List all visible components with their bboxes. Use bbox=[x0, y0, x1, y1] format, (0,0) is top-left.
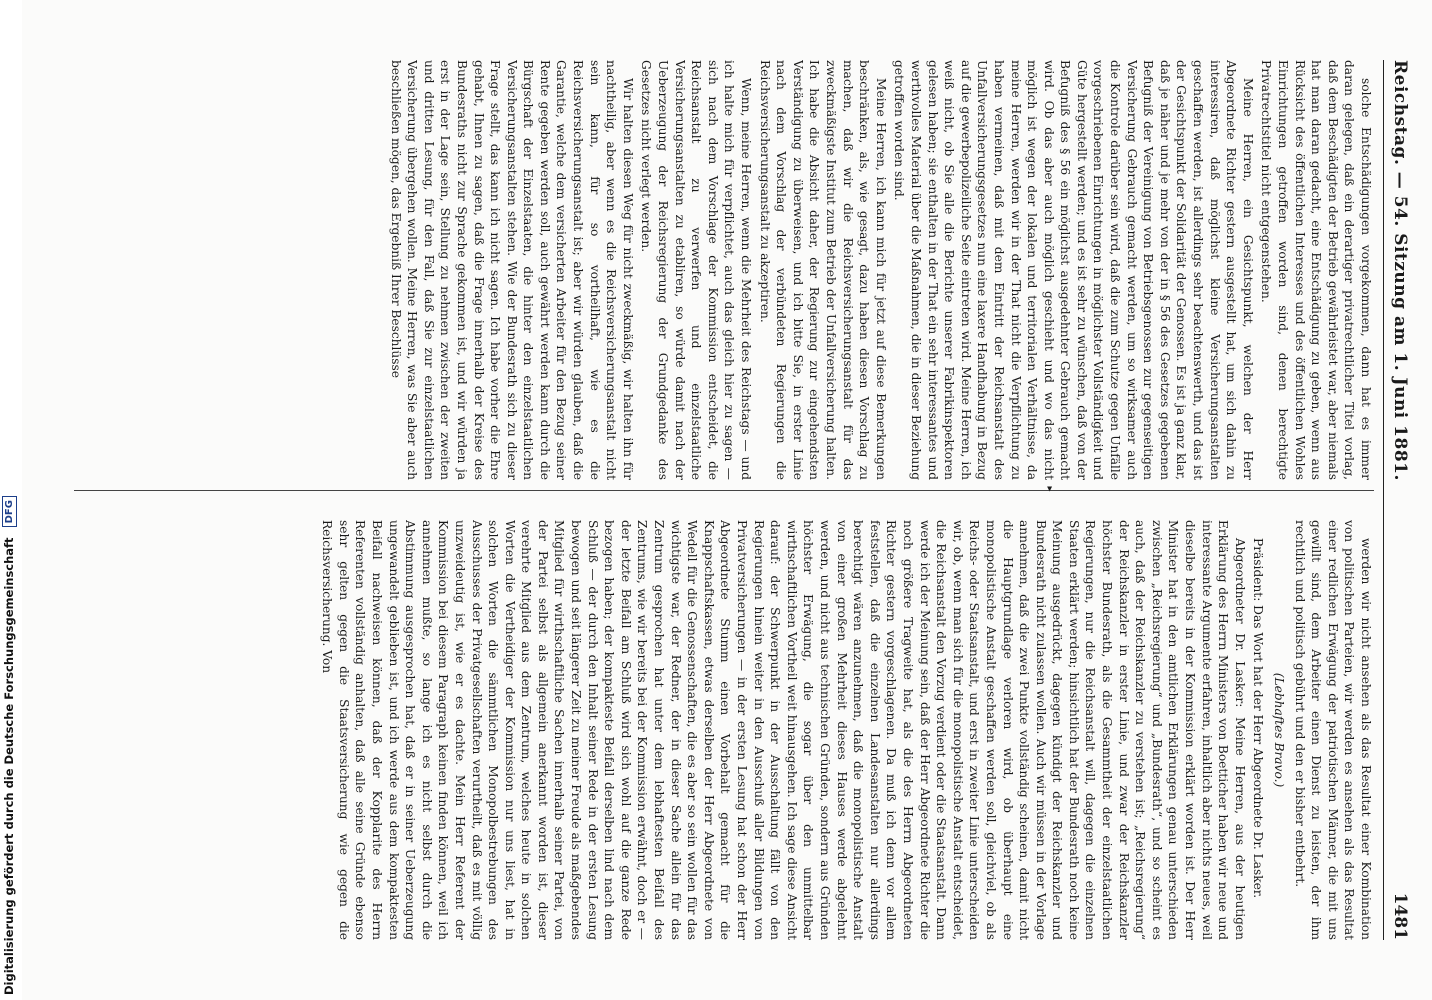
paragraph: Wir halten diesen Weg für nicht zweckmäßig, wir halten ihn für nachtheilig, aber wenn es die Reichsversicherungsanstalt nicht sein kann, für so vortheilhaft, wie es die Reichsversicherungsanstalt ist; aber wir würden glauben, daß die Garantie, welche dem versicherten Arbeiter für den Bezug seiner Rente gegeben werden soll, auch gewährt werden kann durch die Bürgschaft der Einzelstaaten, die hinter den einzelstaatlichen Versicherungsanstalten stehen. Wie der Bundesrath sich zu dieser Frage stellt, das kann ich nicht sagen. Ich habe vorher die Ehre gehabt, Ihnen zu sagen, daß die Frage innerhalb der Kreise des Bundesraths nicht zur Sprache gekommen ist, und wir würden ja erst in der Lage sein, Stellung zu nehmen zwischen der zweiten und dritten Lesung, für den Fall, daß Sie zur einzelstaatlichen Versicherung übergehen wollen. Meine Herren, was Sie aber auch beschließen mögen, das Ergebniß Ihrer Beschlüsse bbox=[388, 60, 635, 480]
digitization-credit-strip bbox=[0, 0, 22, 1000]
credit-text: Digitalisierung gefördert durch die Deutsche Forschungsgemeinschaft bbox=[2, 537, 16, 995]
column-divider bbox=[74, 490, 1374, 491]
paragraph: Meine Herren, ich kann mich für jetzt auf diese Bemerkungen beschränken, als, wie gesagt, dazu haben diesen Vorschlag zu machen, daß wir die Reichsversicherungsanstalt für das zweckmäßigste Institut zum Betrieb der Unfallversicherung halten. Ich habe die Absicht daher, der Regierung zur eingehendsten Verständigung zu überweisen, und ich bitte Sie, in erster Linie nach dem Vorschlag der verbündeten Regierungen die Reichsversicherungsanstalt zu akzeptiren. bbox=[757, 60, 888, 480]
stage-direction: (Lebhaftes Bravo.) bbox=[1272, 672, 1287, 788]
right-column bbox=[74, 520, 1374, 940]
president-line: Präsident: Das Wort hat der Herr Abgeordnete Dr. Lasker. bbox=[1251, 538, 1266, 899]
paragraph: solche Entschädigungen vorgekommen, dann hat es immer daran gelegen, daß ein derartiger privatrechtlicher Titel vorlag, daß dem Beschädigten der Betrieb gewährleistet war, aber niemals hat man daran gedacht, eine Entschädigung zu geben, wenn aus Rücksicht des öffentlichen Interesses und des öffentlichen Wohles Einrichtungen getroffen worden sind, denen berechtigte Privatrechtstitel nicht entgegenstehen. bbox=[1259, 60, 1373, 480]
paragraph: werden wir nicht ansehen als das Resultat einer Kombination von politischen Parteien, wir werden es ansehen als das Resultat einer redlichen Erwägung der patriotischen Männer, die mit uns gewillt sind, dem Arbeiter einen Dienst zu leisten, der ihm rechtlich und politisch gebührt und den er bisher entbehrt. bbox=[1292, 520, 1373, 940]
page-number: 1481 bbox=[1390, 892, 1410, 940]
header-rule bbox=[1383, 60, 1384, 940]
divider-marker-icon: ▸ bbox=[1044, 486, 1055, 492]
paragraph: Meine Herren, ein Gesichtspunkt, welchen der Herr Abgeordnete Richter gestern ausgestellt hat, um sich dahin zu interessiren, daß möglichst kleine Versicherungsanstalten geschaffen werden, ist allerdings sehr beachtenswerth, und das ist der Gesichtspunkt der Solidarität der Genossen. Es ist ja ganz klar, daß je näher und je mehr von der in § 56 des Gesetzes gegebenen Befugniß der Vereinigung von Betriebsgenossen zur gegenseitigen Versicherung Gebrauch gemacht werden, um so wirksamer auch die Kontrole darüber sein wird, daß die zum Schutze gegen Unfälle vorgeschriebenen Einrichtungen in möglichster Vollständigkeit und Güte hergestellt werden; und es ist sehr zu wünschen, daß von der Befugniß des § 56 ein möglichst ausgedehnter Gebrauch gemacht wird. Ob das aber auch möglich geschieht und wo das nicht möglich ist wegen der lokalen und territorialen Verhältnisse, da meine Herren, werden wir in der That nicht die Verpflichtung zu haben vermeinen, daß mit dem Eintritt der Reichsanstalt des Unfallversicherungsgesetzes nun eine laxere Handhabung in Bezug auf die gewerbepolizeiliche Seite eintreten wird. Meine Herren, ich weiß nicht, ob Sie alle die Berichte unserer Fabrikinspektoren gelesen haben; sie enthalten in der That ein sehr interessantes und werthvolles Material über die Maßnahmen, die in dieser Beziehung getroffen worden sind. bbox=[892, 60, 1255, 480]
left-column bbox=[74, 60, 1374, 480]
digitization-credit bbox=[2, 435, 20, 995]
dfg-logo: DFG bbox=[2, 496, 17, 527]
paragraph: Wenn, meine Herren, wenn die Mehrheit des Reichstags — und ich halte mich für verpflichtet, auch das gleich hier zu sagen — sich nach dem Vorschlage der Kommission entscheidet, die Reichsanstalt zu verwerfen und einzelstaatliche Versicherungsanstalten zu etabliren, so würde damit nach der Ueberzeugung der Reichsregierung der Grundgedanke des Gesetzes nicht verlegt werden. bbox=[639, 60, 754, 480]
speaker-paragraph: Abgeordneter Dr. Lasker: Meine Herren, aus der heutigen Erklärung des Herrn Ministers von Boetticher haben wir neue und interessante Argumente erfahren, inhaltlich aber nichts neues, weil dieselbe bereits in der Kommission erklärt worden ist. Der Herr Minister hat in den amtlichen Erklärungen genau unterschieden zwischen „Reichsregierung“ und „Bundesrath“, und so scheint es auch, daß der Reichskanzler zu verstehen ist; „Reichsregierung“ der Reichskanzler in erster Linie, und zwar der Reichskanzler höchster Bundesrath, als die Gesammtheit der einzelstaatlichen Regierungen, nur die Reichsanstalt will, dagegen die einzelnen Staaten erklärt werden; hinsichtlich hat der Bundesrath noch keine Meinung ausgedrückt, dagegen kündigt der Reichskanzler und Bundesrath nicht zulassen wollen. Auch wir müssen in der Vorlage annehmen, daß die zwei Punkte vollständig scheinen, damit nicht die Hauptgrundlage verloren wird, ob überhaupt eine monopolistische Anstalt geschaffen werden soll, gleichviel, ob als Reichs- oder Staatsanstalt, und erst in zweiter Linie unterscheiden wir, ob, wenn man sich für die monopolistische Anstalt entscheidet, die Reichsanstalt den Vorzug verdient oder die Staatsanstalt. Dann werde ich der Meinung sein, daß der Herr Abgeordnete Richter die noch größere Tragweite hat, als die des Herrn Abgeordneten Richter gestern vorgeschlagenen. Da muß ich denn vor allem feststellen, daß die einzelnen Landesanstalten nur allerdings berechtigt wären anzunehmen, daß die monopolistische Anstalt von einer großen Mehrheit dieses Hauses werde abgelehnt werden, und nicht aus technischen Gründen, sondern aus Gründen höchster Erwägung, die sogar über den unmittelbar wirthschaftlichen Vortheil weit hinausgehen. Ich sage diese Ansicht darauf: der Schwerpunkt in der Ausschaltung fällt von den Regierungen hinein weiter in den Ausschuß aller Bildungen von Privatversicherungen — in der ersten Lesung hat schon der Herr Abgeordnete Stumm einen Vorbehalt gemacht für die Knappschaftskassen, etwas derselben der Herr Abgeordnete von Wedell für die Genossenschaften, die es aber so sein wollen für das wichtigste war, der Redner, der in dieser Sache allein für das Zentrum gesprochen hat unter dem lebhaftesten Beifall des Zentrums, wie wir bereits bei der Kommission erwähnt, doch er — der letzte Beifall am Schluß wird sich wohl auf die ganze Rede bezogen haben; der kompakteste Beifall derselben lind nach dem Schluß — der durch den Inhalt seiner Rede in der ersten Lesung bewogen und seit längerer Zeit zu meiner Freude als maßgebendes Mitglied für wirthschaftliche Sachen innerhalb seiner Partei, von der Partei selbst als allgemein anerkannt worden ist, dieser verehrte Mitglied aus dem Zentrum, welches heute in solchen Worten die Vertheidiger der Kommission nur uns liest, hat in solchen Worten die sämmtlichen Monopolbestrebungen des Ausschusses der Privatgesellschaften verurtheilt, daß es mit völlig unzweideutig ist, wie er es dachte. Mein Herr Referent der Kommission bei diesem Paragraph keinen finden können, weil ich annehmen mußte, so lange ich es nicht selbst durch die Abstimmung ausgesprochen hat, daß er in seiner Ueberzeugung ungewandelt geblieben ist, und ich werde aus dem kompaktesten Beifall nachweisen können, daß der Kopplarite des Herrn Referenten vollständig anhalten, daß alle seine Gründe ebenso sehr gelten gegen die Staatsversicherung wie gegen die Reichsversicherung. Von bbox=[320, 520, 1247, 940]
page-header bbox=[1384, 60, 1414, 940]
running-title: Reichstag. — 54. Sitzung am 1. Juni 1881. bbox=[1390, 60, 1410, 481]
